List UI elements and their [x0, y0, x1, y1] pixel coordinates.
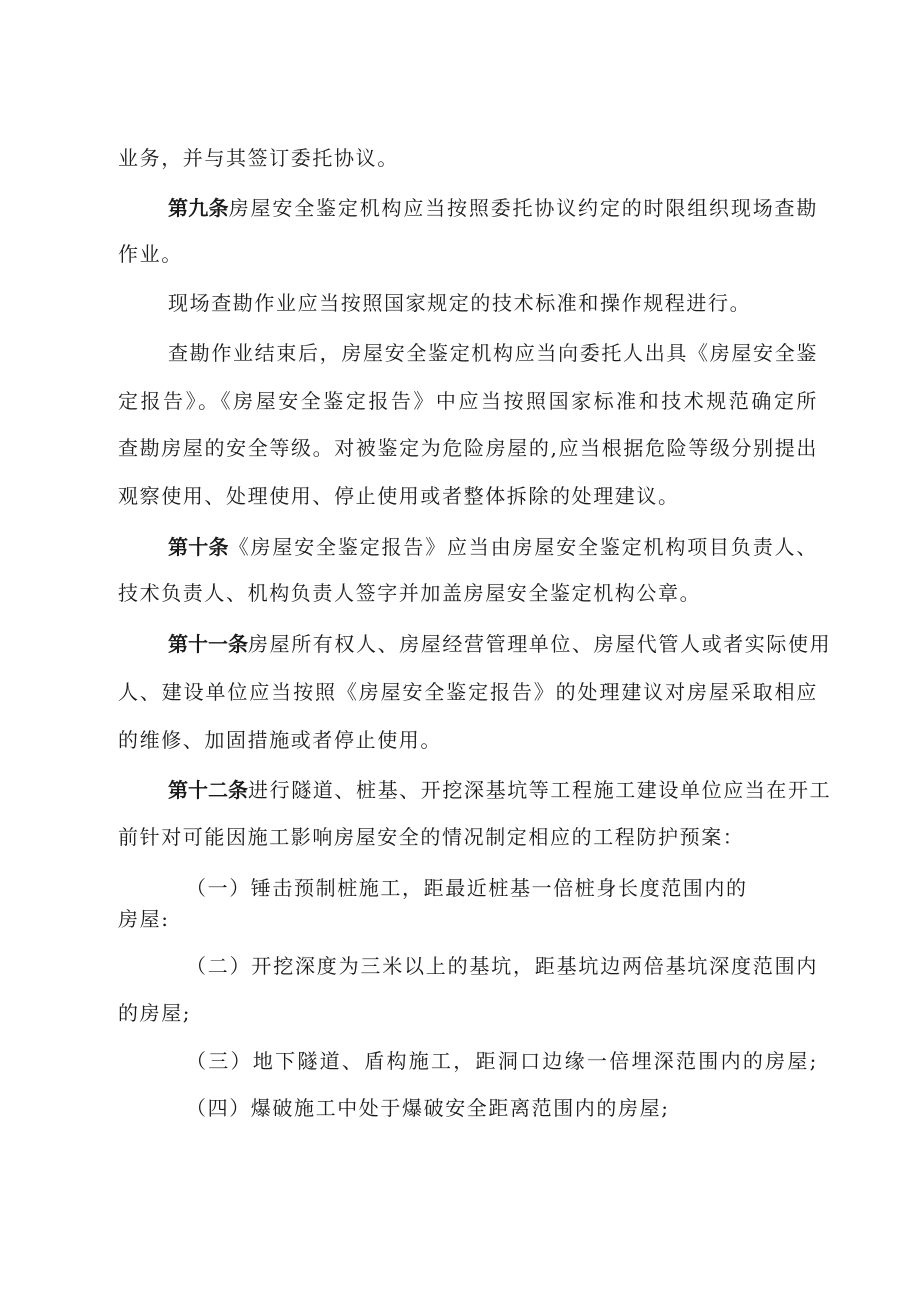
paragraph-line: [118, 144, 818, 172]
paragraph-line: [118, 726, 818, 754]
list-item-line: [186, 874, 818, 902]
line-text: 的房屋;: [118, 1001, 192, 1025]
paragraph-line: [118, 579, 818, 607]
line-text: 业务，并与其签订委托协议。: [118, 146, 399, 170]
list-item-line: [186, 1094, 818, 1122]
line-text: 定报告》。《房屋安全鉴定报告》中应当按照国家标准和技术规范确定所: [118, 389, 818, 413]
line-text: 房屋:: [118, 907, 170, 931]
paragraph-line: [168, 289, 818, 317]
line-text: 现场查勘作业应当按照国家规定的技术标准和操作规程进行。: [168, 291, 752, 315]
line-text: 技术负责人、机构负责人签字并加盖房屋安全鉴定机构公章。: [118, 581, 702, 605]
line-text: 房屋所有权人、房屋经营管理单位、房屋代管人或者实际使用: [248, 632, 832, 656]
paragraph-line: [118, 999, 818, 1027]
line-text: 查勘房屋的安全等级。对被鉴定为危险房屋的,应当根据危险等级分别提出: [118, 436, 818, 460]
paragraph-line: [118, 434, 818, 462]
list-item-line: [186, 952, 818, 980]
paragraph-line: [118, 482, 818, 510]
article-9-line: [168, 194, 818, 222]
paragraph-line: [168, 339, 818, 367]
article-heading: 第九条: [168, 196, 229, 220]
line-text: 《房屋安全鉴定报告》应当由房屋安全鉴定机构项目负责人、: [228, 535, 818, 559]
paragraph-line: [118, 905, 818, 933]
article-heading: 第十一条: [168, 632, 248, 656]
paragraph-line: [118, 387, 818, 415]
article-heading: 第十条: [168, 535, 229, 559]
list-item-line: [186, 1047, 818, 1075]
line-text: 的维修、加固措施或者停止使用。: [118, 728, 442, 752]
line-text: （三）地下隧道、盾构施工，距洞口边缘一倍埋深范围内的房屋;: [186, 1049, 818, 1073]
line-text: 房屋安全鉴定机构应当按照委托协议约定的时限组织现场查勘: [228, 196, 818, 220]
paragraph-line: [118, 823, 818, 851]
line-text: （一）锤击预制桩施工，距最近桩基一倍桩身长度范围内的: [186, 876, 748, 900]
paragraph-line: [118, 240, 818, 268]
paragraph-line: [118, 678, 818, 706]
line-text: 作业。: [118, 242, 183, 266]
line-text: 前针对可能因施工影响房屋安全的情况制定相应的工程防护预案：: [118, 825, 745, 849]
line-text: （二）开挖深度为三米以上的基坑，距基坑边两倍基坑深度范围内: [186, 954, 818, 978]
line-text: 观察使用、处理使用、停止使用或者整体拆除的处理建议。: [118, 484, 680, 508]
article-11-line: [168, 630, 832, 658]
line-text: 查勘作业结束后，房屋安全鉴定机构应当向委托人出具《房屋安全鉴: [168, 341, 818, 365]
line-text: 进行隧道、桩基、开挖深基坑等工程施工建设单位应当在开工: [248, 778, 832, 802]
article-heading: 第十二条: [168, 778, 248, 802]
line-text: （四）爆破施工中处于爆破安全距离范围内的房屋;: [186, 1096, 670, 1120]
line-text: 人、建设单位应当按照《房屋安全鉴定报告》的处理建议对房屋采取相应: [118, 680, 818, 704]
article-12-line: [168, 776, 832, 804]
article-10-line: [168, 533, 818, 561]
